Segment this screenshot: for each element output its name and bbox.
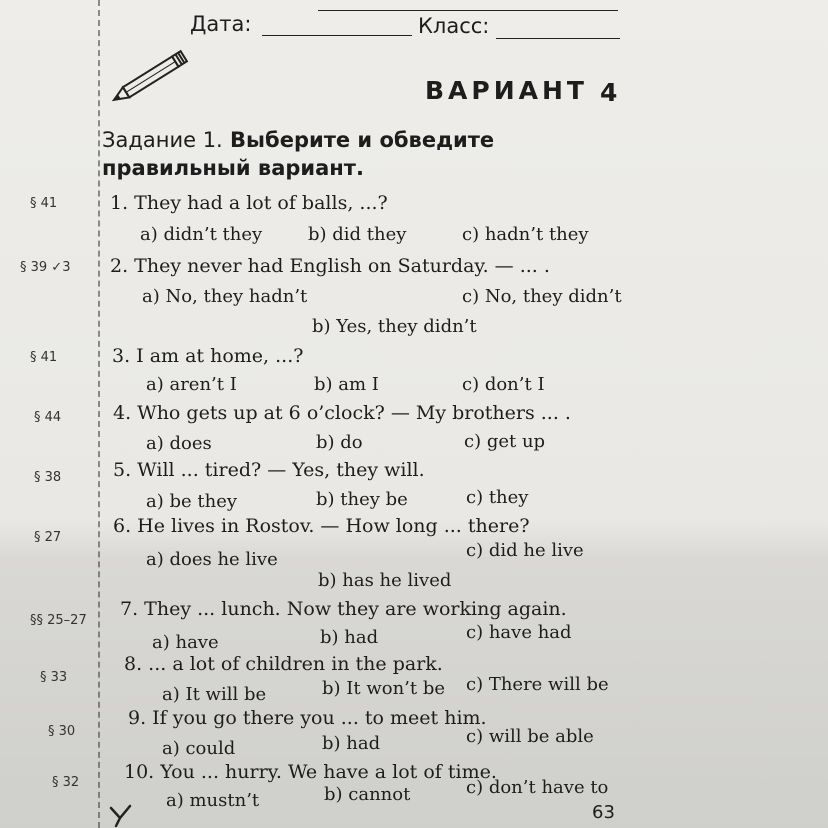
variant-number: 4 — [600, 78, 618, 107]
option-c[interactable]: c) don’t have to — [466, 777, 609, 798]
question-text: 5. Will ... tired? — Yes, they will. — [113, 459, 425, 481]
question-text: 4. Who gets up at 6 o’clock? — My brothers ... . — [113, 402, 571, 424]
option-c[interactable]: c) will be able — [466, 726, 594, 747]
name-underline — [318, 10, 618, 11]
section-ref: § 44 — [34, 410, 62, 425]
option-c[interactable]: c) have had — [466, 622, 572, 643]
section-ref: § 41 — [30, 350, 58, 365]
section-ref: § 41 — [30, 196, 58, 211]
question-text: 6. He lives in Rostov. — How long ... there? — [113, 515, 530, 537]
question-text: 1. They had a lot of balls, ...? — [110, 192, 388, 214]
option-a[interactable]: a) does — [146, 433, 212, 454]
question-text: 10. You ... hurry. We have a lot of time. — [124, 761, 497, 783]
section-ref: § 27 — [34, 530, 62, 545]
task-instruction: Выберите и обведите правильный вариант. — [102, 128, 495, 180]
option-b[interactable]: b) had — [320, 627, 379, 648]
section-ref: § 33 — [40, 670, 68, 685]
section-ref: § 30 — [48, 724, 76, 739]
option-b[interactable]: b) It won’t be — [322, 678, 446, 699]
option-a[interactable]: a) mustn’t — [166, 790, 260, 811]
question-text: 2. They never had English on Saturday. — ... . — [110, 255, 550, 277]
option-a[interactable]: a) could — [162, 738, 236, 759]
option-a[interactable]: a) does he live — [146, 549, 278, 570]
handwritten-mark-icon — [108, 804, 134, 828]
section-ref: § 39 ✓3 — [20, 260, 71, 275]
option-b[interactable]: b) had — [322, 733, 381, 754]
option-c[interactable]: c) There will be — [466, 674, 609, 695]
task-prefix: Задание 1. — [102, 128, 223, 152]
option-b[interactable]: b) am I — [314, 374, 379, 395]
option-a[interactable]: a) be they — [146, 491, 238, 512]
date-label: Дата: — [190, 12, 252, 36]
question-text: 7. They ... lunch. Now they are working again. — [120, 598, 567, 620]
question-text: 9. If you go there you ... to meet him. — [128, 707, 487, 729]
option-c[interactable]: c) did he live — [466, 540, 584, 561]
task-heading — [102, 126, 522, 182]
class-underline[interactable] — [496, 38, 620, 39]
option-b[interactable]: b) Yes, they didn’t — [312, 316, 477, 337]
option-c[interactable]: c) they — [466, 487, 529, 508]
option-a[interactable]: a) It will be — [162, 684, 267, 705]
option-b[interactable]: b) do — [316, 432, 363, 453]
section-ref: §§ 25–27 — [30, 613, 87, 628]
section-ref: § 38 — [34, 470, 62, 485]
option-c[interactable]: c) hadn’t they — [462, 224, 589, 245]
option-a[interactable]: a) have — [152, 632, 219, 653]
date-underline[interactable] — [262, 35, 412, 36]
pencil-icon — [104, 48, 194, 108]
option-b[interactable]: b) did they — [308, 224, 407, 245]
variant-label: ВАРИАНТ — [425, 76, 588, 105]
option-a[interactable]: a) didn’t they — [140, 224, 263, 245]
question-text: 8. ... a lot of children in the park. — [124, 653, 443, 675]
question-text: 3. I am at home, ...? — [112, 345, 304, 367]
class-label: Класс: — [418, 14, 490, 38]
option-c[interactable]: c) don’t I — [462, 374, 545, 395]
option-c[interactable]: c) No, they didn’t — [462, 286, 622, 307]
page-number: 63 — [592, 802, 615, 823]
option-b[interactable]: b) cannot — [324, 784, 411, 805]
section-ref: § 32 — [52, 775, 80, 790]
option-b[interactable]: b) has he lived — [318, 570, 452, 591]
dashed-margin-line — [98, 0, 100, 828]
option-b[interactable]: b) they be — [316, 489, 408, 510]
option-a[interactable]: a) No, they hadn’t — [142, 286, 308, 307]
option-a[interactable]: a) aren’t I — [146, 374, 237, 395]
option-c[interactable]: c) get up — [464, 431, 546, 452]
